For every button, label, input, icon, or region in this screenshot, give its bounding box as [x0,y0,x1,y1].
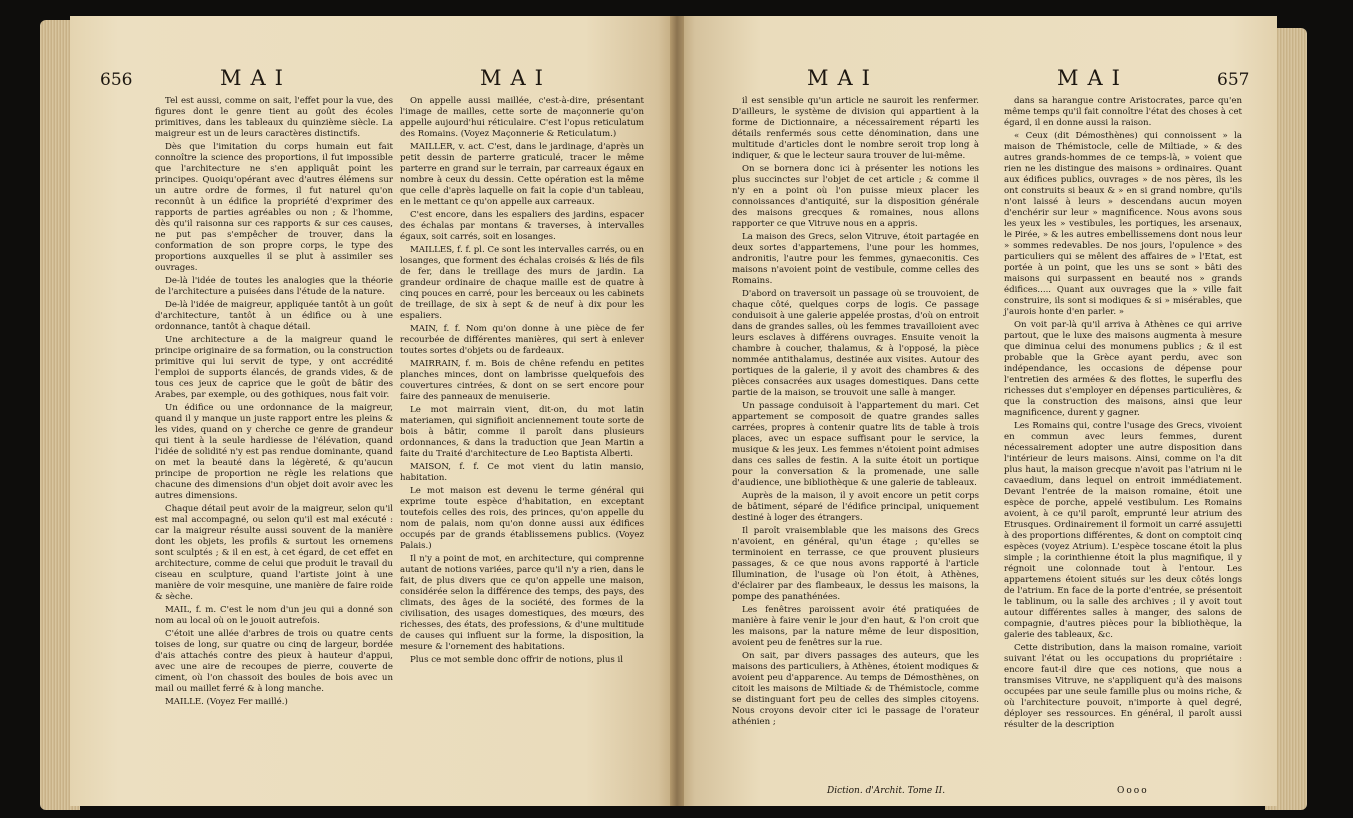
column-right [1004,96,1242,733]
paragraph: Une architecture a de la maigreur quand le principe originaire de sa formation, ou la construction primitive qui lui servit de type, y ont accrédité l'emploi de supports élancés, de grands vides, & de tous ces jeux de caprice que le goût de bâtir des Arabes, par exemple, ou des gothiques, nous fait voir. [155,335,393,400]
signature-mark: Oooo [1117,786,1149,796]
left-page [70,16,676,806]
running-head: MAI [807,66,879,90]
paragraph: Les fenêtres paroissent avoir été pratiquées de manière à faire venir le jour d'en haut, & l'on croit que les maisons, par la nature même de leur disposition, avoient peu de fenêtres sur la rue. [732,605,979,648]
running-head-right-column: MAI [1057,66,1129,90]
column-left [732,96,979,730]
right-page [677,16,1277,806]
column-right [400,96,644,668]
paragraph: On se bornera donc ici à présenter les notions les plus succinctes sur l'objet de cet article ; & comme il n'y en a point où l'on puisse mieux placer les connoissances d'antiquité, sur la disposition générale des maisons grecques & romaines, nous allons rapporter ce que Vitruve nous en a appris. [732,164,979,229]
paragraph: MAIRRAIN, f. m. Bois de chêne refendu en petites planches minces, dont on lambrisse quelquefois des couvertures cintrées, & dont on se sert encore pour faire des panneaux de menuiserie. [400,359,644,402]
paragraph: il est sensible qu'un article ne sauroit les renfermer. D'ailleurs, le système de division qui appartient à la forme de Dictionnaire, a nécessairement réparti les détails renfermés sous cette dénomination, dans une multitude d'articles dont le nombre seroit trop long à indiquer, & que le lecteur saura trouver de lui-même. [732,96,979,161]
paragraph: Le mot mairrain vient, dit-on, du mot latin materiamen, qui signifioit anciennement toute sorte de bois à bâtir, comme il paroît dans plusieurs ordonnances, & dans la traduction que Jean Martin a faite du Traité d'architecture de Leo Baptista Alberti. [400,405,644,459]
paragraph: Il paroît vraisemblable que les maisons des Grecs n'avoient, en général, qu'un étage ; qu'elles se terminoient en terrasse, ce que prouvent plusieurs passages, & ce que nous avons rapporté à l'article Illumination, de l'usage où l'on étoit, à Athènes, d'éclairer par des flambeaux, le dessus les maisons, la pompe des panathénées. [732,526,979,602]
footer-volume: Diction. d'Archit. Tome II. [827,786,946,796]
page-number: 657 [1217,70,1250,90]
paragraph: Les Romains qui, contre l'usage des Grecs, vivoient en commun avec leurs femmes, durent nécessairement adopter une autre disposition dans l'intérieur de leurs maisons. Ainsi, comme on l'a dit plus haut, la maison grecque n'avoit pas l'atrium ni le cavaedium, dans lequel on entroit immédiatement. Devant l'entrée de la maison romaine, étoit une espèce de porche, appelé vestibulum. Les Romains avoient, à ce qu'il paroît, emprunté leur atrium des Etrusques. Ordinairement il formoit un carré assujetti à des proportions différentes, & dont on comptoit cinq espèces (voyez Atrium). L'espèce toscane étoit la plus simple ; la corinthienne étoit la plus magnifique, il y régnoit une colonnade tout à l'entour. Les appartemens étoient situés sur les deux côtés longs de l'atrium. En face de la porte d'entrée, se présentoit le tablinum, ou la salle des archives ; il y avoit tout autour différentes salles à manger, des salons de compagnie, d'autres pièces pour la bibliothèque, la galerie des tableaux, &c. [1004,421,1242,640]
paragraph: MAIN, f. f. Nom qu'on donne à une pièce de fer recourbée de différentes manières, qui sert à enlever toutes sortes d'objets ou de fardeaux. [400,324,644,356]
paragraph: On appelle aussi maillée, c'est-à-dire, présentant l'image de mailles, cette sorte de maçonnerie qu'on appelle aujourd'hui réticulaire. C'est l'opus reticulatum des Romains. (Voyez Maçonnerie & Reticulatum.) [400,96,644,139]
paragraph: MAIL, f. m. C'est le nom d'un jeu qui a donné son nom au local où on le jouoit autrefois. [155,605,393,626]
paragraph: De-là l'idée de maigreur, appliquée tantôt à un goût d'architecture, tantôt à un édifice ou à une ordonnance, tantôt à chaque détail. [155,300,393,332]
paragraph: dans sa harangue contre Aristocrates, parce qu'en même temps qu'il fait connoître l'état des choses à cet égard, il en donne aussi la raison. [1004,96,1242,128]
paragraph: « Ceux (dit Démosthènes) qui connoissent » la maison de Thémistocle, celle de Miltiade, » & des autres grands-hommes de ce temps-là, » voient que rien ne les distingue des maisons » ordinaires. Quant aux édifices publics, ouvrages » de nos pères, ils les ont construits si beaux & » en si grand nombre, qu'ils n'ont laissé à leurs » descendans aucun moyen d'enchérir sur leur » magnificence. Nous avons sous les yeux les » vestibules, les portiques, les arsenaux, le Pirée, » & les autres embellissemens dont nous leur » sommes redevables. De nos jours, l'opulence » des particuliers qui se mêlent des affaires de » l'Etat, est portée à un point, que les uns se sont » bâti des maisons qui surpassent en beauté nos » grands édifices..... Quant aux ouvrages que la » ville fait construire, ils sont si modiques & si » misérables, que j'aurois honte d'en parler. » [1004,131,1242,317]
paragraph: Plus ce mot semble donc offrir de notions, plus il [410,655,624,665]
running-head: MAI [220,66,292,90]
paragraph: Auprès de la maison, il y avoit encore un petit corps de bâtiment, séparé de l'édifice principal, uniquement destiné à loger des étrangers. [732,491,979,523]
paragraph: MAILLES, f. f. pl. Ce sont les intervalles carrés, ou en losanges, que forment des échalas croisés & liés de fils de fer, dans le treillage des murs de jardin. La grandeur ordinaire de chaque maille est de quatre à cinq pouces en carré, pour les berceaux ou les cabinets de treillage, de six à sept & de neuf à dix pour les espaliers. [400,245,644,321]
paragraph: Tel est aussi, comme on sait, l'effet pour la vue, des figures dont le genre tient au goût des écoles primitives, dans les tableaux du quinzième siècle. La maigreur est un de leurs caractères distinctifs. [155,96,393,139]
paragraph: Un édifice ou une ordonnance de la maigreur, quand il y manque un juste rapport entre les pleins & les vides, quand on y cherche ce genre de grandeur qui tient à la seule hardiesse de l'élévation, quand l'idée de solidité n'y est pas rendue dominante, quand on met la beauté dans la légèreté, & qu'aucun principe de proportion ne règle les relations que chacune des dimensions d'un objet doit avoir avec les autres dimensions. [155,403,393,501]
paragraph: D'abord on traversoit un passage où se trouvoient, de chaque côté, quelques corps de logis. Ce passage conduisoit à une galerie appelée prostas, d'où on entroit dans de grandes salles, où les femmes travailloient avec leurs esclaves à différens ouvrages. Ensuite venoit la chambre à coucher, thalamus, & à l'opposé, la pièce nommée antithalamus, destinée aux visites. Autour des portiques de la galerie, il y avoit des chambres & des pièces consacrées aux usages domestiques. Dans cette partie de la maison, se trouvoit une salle à manger. [732,289,979,398]
paragraph: MAILLE. (Voyez Fer maillé.) [165,697,288,707]
paragraph: C'est encore, dans les espaliers des jardins, espacer des échalas par montans & traverses, à intervalles égaux, soit carrés, soit en losanges. [400,210,644,242]
paragraph: La maison des Grecs, selon Vitruve, étoit partagée en deux sortes d'appartemens, l'une pour les hommes, andronitis, l'autre pour les femmes, gynaeconitis. Ces maisons n'avoient point de vestibule, comme celles des Romains. [732,232,979,286]
column-left [155,96,393,710]
paragraph: MAISON, f. f. Ce mot vient du latin mansio, habitation. [400,462,644,483]
paragraph: Il n'y a point de mot, en architecture, qui comprenne autant de notions variées, parce qu'il n'y a rien, dans le fait, de plus divers que ce qu'on appelle une maison, considérée selon la différence des temps, des pays, des climats, des âges de la société, des formes de la civilisation, des usages domestiques, des mœurs, des richesses, des états, des professions, & d'une multitude de causes qui influent sur la forme, la disposition, la mesure & l'ornement des habitations. [400,554,644,652]
paragraph: MAILLER, v. act. C'est, dans le jardinage, d'après un petit dessin de parterre graticulé, tracer le même parterre en grand sur le terrain, par carreaux égaux en nombre à ceux du dessin. Cette opération est la même que celle d'après laquelle on fait la copie d'un tableau, en le mettant ce qu'on appelle aux carreaux. [400,142,644,207]
paragraph: C'étoit une allée d'arbres de trois ou quatre cents toises de long, sur quatre ou cinq de largeur, bordée d'ais attachés contre des pieux à hauteur d'appui, avec une aire de recoupes de pierre, couverte de ciment, où l'on chassoit des boules de bois avec un mail ou maillet ferré & à long manche. [155,629,393,694]
paragraph: On voit par-là qu'il arriva à Athènes ce qui arrive partout, que le luxe des maisons augmenta à mesure que diminua celui des monumens publics ; & il est probable que la Grèce ayant perdu, avec son indépendance, les occasions de dépense pour l'entretien des armées & des flottes, le superflu des richesses dut s'employer en dépenses particulières, & que la construction des maisons, ainsi que leur magnificence, durent y gagner. [1004,320,1242,418]
running-head-right-column: MAI [480,66,552,90]
paragraph: Dès que l'imitation du corps humain eut fait connoître la science des proportions, il fut impossible que l'architecture ne s'en appliquât point les principes. Quoiqu'opérant avec d'autres élémens sur un autre ordre de formes, il fut naturel qu'on reconnût à un édifice la propriété d'exprimer des rapports de parties agréables ou non ; & l'homme, dès qu'il raisonna sur ces rapports & sur ces causes, ne put pas s'empêcher de trouver, dans la conformation de son propre corps, le type des proportions auxquelles il se plut à assimiler ses ouvrages. [155,142,393,273]
paragraph: Un passage conduisoit à l'appartement du mari. Cet appartement se composoit de quatre grandes salles carrées, propres à contenir quatre lits de table à trois places, avec un espace suffisant pour le service, la musique & les jeux. Les femmes n'étoient point admises dans ces salles de festin. A la suite étoit un portique pour la conversation & la promenade, une salle d'audience, une bibliothèque & une galerie de tableaux. [732,401,979,488]
page-number: 656 [100,70,133,90]
paragraph: On sait, par divers passages des auteurs, que les maisons des particuliers, à Athènes, étoient modiques & avoient peu d'apparence. Au temps de Démosthènes, on citoit les maisons de Miltiade & de Thémistocle, comme se distinguant fort peu de celles des simples citoyens. Nous croyons devoir citer ici le passage de l'orateur athénien ; [732,651,979,727]
paragraph: Chaque détail peut avoir de la maigreur, selon qu'il est mal accompagné, ou selon qu'il est mal exécuté : car la maigreur résulte aussi souvent de la manière dont les objets, les profils & surtout les ornemens sont sculptés ; & il en est, à cet égard, de cet effet en architecture, comme de celui que produit le travail du ciseau en sculpture, quand l'artiste joint à une manière de voir mesquine, une manière de faire roide & sèche. [155,504,393,602]
book-gutter [670,16,684,806]
paragraph: Le mot maison est devenu le terme général qui exprime toute espèce d'habitation, en exceptant toutefois celles des rois, des princes, qu'on appelle du nom de palais, nom qu'on donne aussi aux édifices occupés par de grands établissemens publics. (Voyez Palais.) [400,486,644,551]
paragraph: Cette distribution, dans la maison romaine, varioit suivant l'état ou les occupations du propriétaire : encore faut-il dire que ces notions, que nous a transmises Vitruve, ne s'appliquent qu'à des maisons occupées par une seule famille plus ou moins riche, & où l'architecture pouvoit, n'importe à quel degré, déployer ses ressources. En général, il paroît aussi résulter de la description [1004,643,1242,730]
paragraph: De-là l'idée de toutes les analogies que la théorie de l'architecture a puisées dans l'étude de la nature. [155,276,393,297]
